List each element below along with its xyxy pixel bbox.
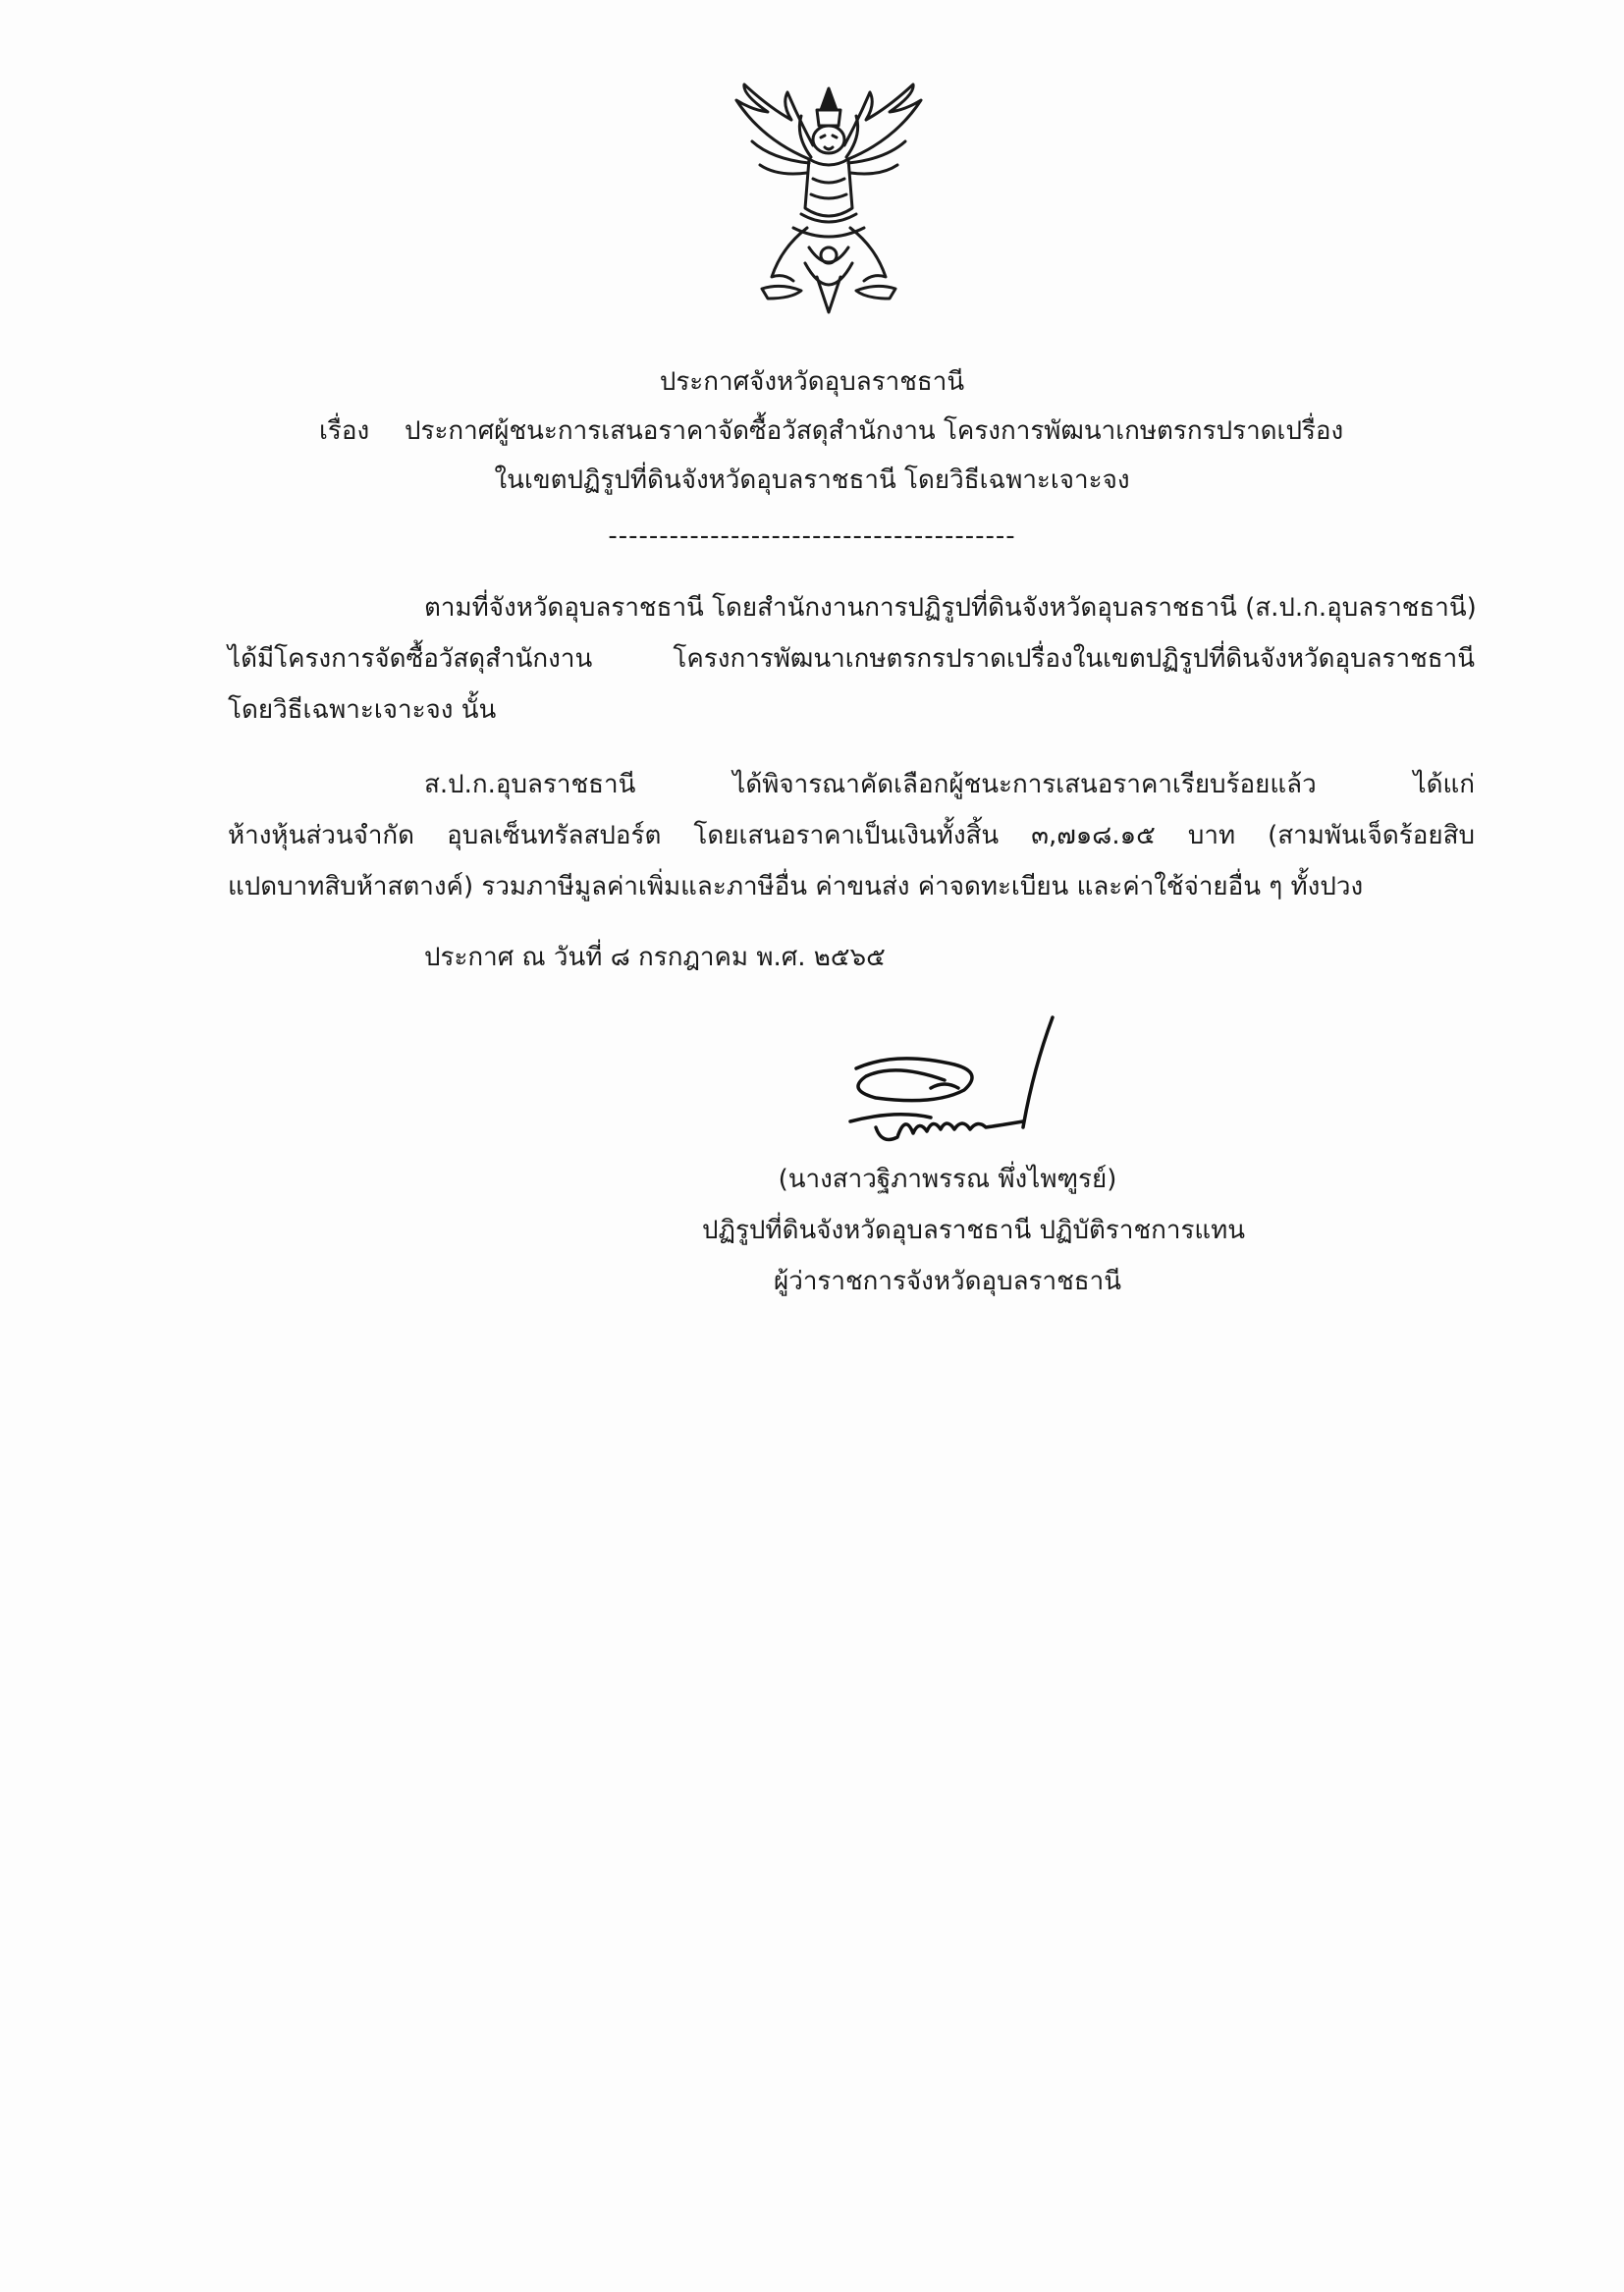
heading-separator: ---------------------------------------- xyxy=(608,521,1016,551)
paragraph-2-line-2: ห้างหุ้นส่วนจำกัด อุบลเซ็นทรัลสปอร์ต โดยเสนอราคาเป็นเงินทั้งสิ้น ๓,๗๑๘.๑๕ บาท (สามพันเจ็ดร้อยสิบ xyxy=(228,821,1475,850)
paragraph-2-line-1: ส.ป.ก.อุบลราชธานี ได้พิจารณาคัดเลือกผู้ชนะการเสนอราคาเรียบร้อยแล้ว ได้แก่ xyxy=(424,770,1475,799)
issuer-title: ประกาศจังหวัดอุบลราชธานี xyxy=(659,367,965,397)
paragraph-1-line-2: ได้มีโครงการจัดซื้อวัสดุสำนักงาน โครงการพัฒนาเกษตรกรปราดเปรื่องในเขตปฏิรูปที่ดินจังหวัดอุบลราชธานี xyxy=(228,644,1475,674)
paragraph-2-line-3: แปดบาทสิบห้าสตางค์) รวมภาษีมูลค่าเพิ่มและภาษีอื่น ค่าขนส่ง ค่าจดทะเบียน และค่าใช้จ่ายอื่น ๆ ทั้งปวง xyxy=(228,872,1364,901)
subject-line-2: ในเขตปฏิรูปที่ดินจังหวัดอุบลราชธานี โดยวิธีเฉพาะเจาะจง xyxy=(494,465,1130,495)
subject-line-1: ประกาศผู้ชนะการเสนอราคาจัดซื้อวัสดุสำนักงาน โครงการพัฒนาเกษตรกรปราดเปรื่อง xyxy=(405,416,1344,446)
paragraph-1-line-3: โดยวิธีเฉพาะเจาะจง นั้น xyxy=(228,695,497,725)
signer-name: (นางสาวฐิภาพรรณ พึ่งไพฑูรย์) xyxy=(778,1165,1117,1194)
signer-position-line-2: ผู้ว่าราชการจังหวัดอุบลราชธานี xyxy=(773,1267,1121,1296)
handwritten-signature-icon xyxy=(837,1011,1062,1159)
announcement-date: ประกาศ ณ วันที่ ๘ กรกฎาคม พ.ศ. ๒๕๖๕ xyxy=(424,943,886,972)
paragraph-1-line-1: ตามที่จังหวัดอุบลราชธานี โดยสำนักงานการปฏิรูปที่ดินจังหวัดอุบลราชธานี (ส.ป.ก.อุบลราชธานี) xyxy=(424,593,1477,623)
garuda-emblem-icon xyxy=(723,81,935,322)
subject-label: เรื่อง xyxy=(319,416,370,446)
signer-position-line-1: ปฏิรูปที่ดินจังหวัดอุบลราชธานี ปฏิบัติราชการแทน xyxy=(702,1216,1246,1245)
